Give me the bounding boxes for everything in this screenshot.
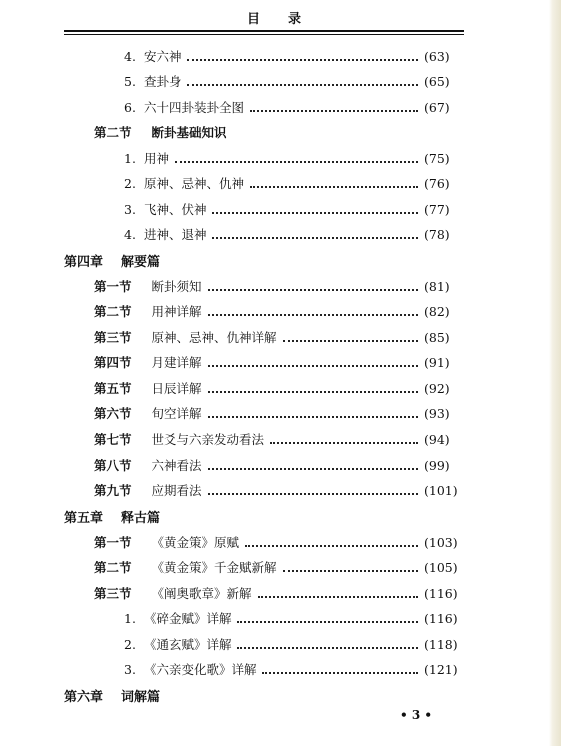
entry-title: 六十四卦装卦全图 <box>143 100 244 115</box>
header-rule-thick <box>64 30 464 32</box>
toc-section-row <box>0 299 548 323</box>
page-reference: (92) <box>424 380 450 396</box>
toc-entry-label <box>94 481 202 499</box>
toc-entry-label <box>64 251 160 270</box>
toc-section-row <box>0 120 548 144</box>
leader-dots <box>237 646 418 649</box>
entry-title: 《碎金赋》详解 <box>143 611 232 626</box>
chapter-number: 第四章 <box>64 254 104 270</box>
leader-dots <box>212 236 418 239</box>
toc-entry-label <box>94 328 277 346</box>
page-reference: (67) <box>424 99 450 115</box>
section-number: 第三节 <box>94 586 132 601</box>
page-reference: (75) <box>424 150 450 166</box>
section-number: 第六节 <box>94 406 132 421</box>
toc-entry-label <box>124 200 206 218</box>
leader-dots <box>187 58 418 61</box>
toc-item-row <box>0 95 548 119</box>
toc-section-row <box>0 530 548 554</box>
toc-item-row <box>0 632 548 656</box>
toc-entry-label <box>94 302 202 320</box>
toc-entry-label <box>124 225 206 243</box>
entry-title: 安六神 <box>143 49 182 64</box>
toc-item-row <box>0 69 548 93</box>
entry-title: 飞神、伏神 <box>143 202 207 217</box>
toc-section-row <box>0 401 548 425</box>
item-number: 2. <box>124 176 136 191</box>
toc-entry-label <box>94 558 277 576</box>
toc-entry-label <box>94 379 202 397</box>
toc-entry-label <box>94 404 202 422</box>
item-number: 6. <box>124 100 136 115</box>
toc-chapter-row <box>0 248 548 272</box>
section-number: 第一节 <box>94 279 132 294</box>
entry-title: 词解篇 <box>121 689 161 705</box>
toc-entry-label <box>94 533 239 551</box>
toc-item-row <box>0 171 548 195</box>
section-number: 第四节 <box>94 355 132 370</box>
entry-title: 查卦身 <box>143 74 182 89</box>
entry-title: 旬空详解 <box>151 406 202 421</box>
item-number: 3. <box>124 202 136 217</box>
page-number: • 3 • <box>400 708 433 722</box>
section-number: 第二节 <box>94 560 132 575</box>
entry-title: 《通玄赋》详解 <box>143 637 232 652</box>
entry-title: 日辰详解 <box>151 381 202 396</box>
entry-title: 断卦基础知识 <box>151 125 227 140</box>
item-number: 5. <box>124 74 136 89</box>
page-reference: (99) <box>424 457 450 473</box>
entry-title: 进神、退神 <box>143 227 207 242</box>
toc-item-row <box>0 197 548 221</box>
toc-entry-label <box>124 635 231 653</box>
leader-dots <box>270 441 418 444</box>
entry-title: 六神看法 <box>151 458 202 473</box>
page-reference: (121) <box>424 661 458 677</box>
toc-entry-label <box>124 149 169 167</box>
entry-title: 原神、忌神、仇神详解 <box>151 330 277 345</box>
toc-item-row <box>0 222 548 246</box>
page-reference: (65) <box>424 73 450 89</box>
section-number: 第二节 <box>94 125 132 140</box>
toc-item-row <box>0 606 548 630</box>
leader-dots <box>208 313 418 316</box>
section-number: 第三节 <box>94 330 132 345</box>
leader-dots <box>212 211 418 214</box>
entry-title: 世爻与六亲发动看法 <box>151 432 265 447</box>
entry-title: 原神、忌神、仇神 <box>143 176 244 191</box>
item-number: 4. <box>124 227 136 242</box>
leader-dots <box>208 288 418 291</box>
toc-chapter-row <box>0 683 548 707</box>
section-number: 第九节 <box>94 483 132 498</box>
entry-title: 月建详解 <box>151 355 202 370</box>
header-rule-thin <box>64 34 464 35</box>
entry-title: 释古篇 <box>121 510 161 526</box>
leader-dots <box>187 83 418 86</box>
page-reference: (101) <box>424 482 458 498</box>
page-header-title: 目录 <box>246 12 329 27</box>
toc-item-row <box>0 657 548 681</box>
leader-dots <box>208 467 418 470</box>
leader-dots <box>258 595 418 598</box>
page-reference: (105) <box>424 559 458 575</box>
page-reference: (76) <box>424 175 450 191</box>
toc-entry-label <box>124 98 244 116</box>
entry-title: 《六亲变化歌》详解 <box>143 662 257 677</box>
toc-section-row <box>0 478 548 502</box>
section-number: 第一节 <box>94 535 132 550</box>
toc-entry-label <box>94 584 252 602</box>
toc-item-row <box>0 44 548 68</box>
toc-section-row <box>0 555 548 579</box>
chapter-number: 第五章 <box>64 510 104 526</box>
toc-entry-label <box>124 47 181 65</box>
toc-entry-label <box>124 174 244 192</box>
toc-section-row <box>0 325 548 349</box>
page-edge-shadow <box>549 0 561 746</box>
item-number: 1. <box>124 611 136 626</box>
toc-section-row <box>0 581 548 605</box>
leader-dots <box>208 492 418 495</box>
page-reference: (103) <box>424 534 458 550</box>
toc-section-row <box>0 376 548 400</box>
section-number: 第二节 <box>94 304 132 319</box>
section-number: 第七节 <box>94 432 132 447</box>
page-reference: (77) <box>424 201 450 217</box>
item-number: 4. <box>124 49 136 64</box>
entry-title: 用神 <box>143 151 169 166</box>
page-reference: (63) <box>424 48 450 64</box>
toc-entry-label <box>64 507 160 526</box>
toc-item-row <box>0 146 548 170</box>
leader-dots <box>283 339 418 342</box>
leader-dots <box>237 620 418 623</box>
leader-dots <box>208 364 418 367</box>
toc-entry-label <box>94 456 202 474</box>
entry-title: 解要篇 <box>121 254 161 270</box>
leader-dots <box>283 569 418 572</box>
page-reference: (81) <box>424 278 450 294</box>
page-reference: (85) <box>424 329 450 345</box>
leader-dots <box>208 415 418 418</box>
toc-entry-label <box>94 430 264 448</box>
entry-title: 《黄金策》原赋 <box>151 535 240 550</box>
chapter-number: 第六章 <box>64 689 104 705</box>
page-reference: (116) <box>424 585 458 601</box>
toc-section-row <box>0 427 548 451</box>
page-reference: (82) <box>424 303 450 319</box>
entry-title: 断卦须知 <box>151 279 202 294</box>
entry-title: 应期看法 <box>151 483 202 498</box>
toc-entry-label <box>64 686 160 705</box>
leader-dots <box>262 671 418 674</box>
entry-title: 《黄金策》千金赋新解 <box>151 560 277 575</box>
page-reference: (118) <box>424 636 458 652</box>
item-number: 3. <box>124 662 136 677</box>
toc-entry-label <box>94 353 202 371</box>
page-reference: (93) <box>424 405 450 421</box>
leader-dots <box>250 109 418 112</box>
page-reference: (94) <box>424 431 450 447</box>
toc-entry-label <box>94 123 227 141</box>
toc-entry-label <box>124 72 181 90</box>
page-reference: (78) <box>424 226 450 242</box>
section-number: 第五节 <box>94 381 132 396</box>
toc-entry-label <box>124 660 256 678</box>
entry-title: 《阐奥歌章》新解 <box>151 586 252 601</box>
toc-section-row <box>0 274 548 298</box>
leader-dots <box>250 185 418 188</box>
section-number: 第八节 <box>94 458 132 473</box>
toc-section-row <box>0 350 548 374</box>
item-number: 1. <box>124 151 136 166</box>
page-reference: (116) <box>424 610 458 626</box>
leader-dots <box>175 160 418 163</box>
toc-entry-label <box>124 609 231 627</box>
toc-entry-label <box>94 277 202 295</box>
item-number: 2. <box>124 637 136 652</box>
leader-dots <box>245 544 418 547</box>
leader-dots <box>208 390 418 393</box>
entry-title: 用神详解 <box>151 304 202 319</box>
toc-chapter-row <box>0 504 548 528</box>
toc-section-row <box>0 453 548 477</box>
page-reference: (91) <box>424 354 450 370</box>
